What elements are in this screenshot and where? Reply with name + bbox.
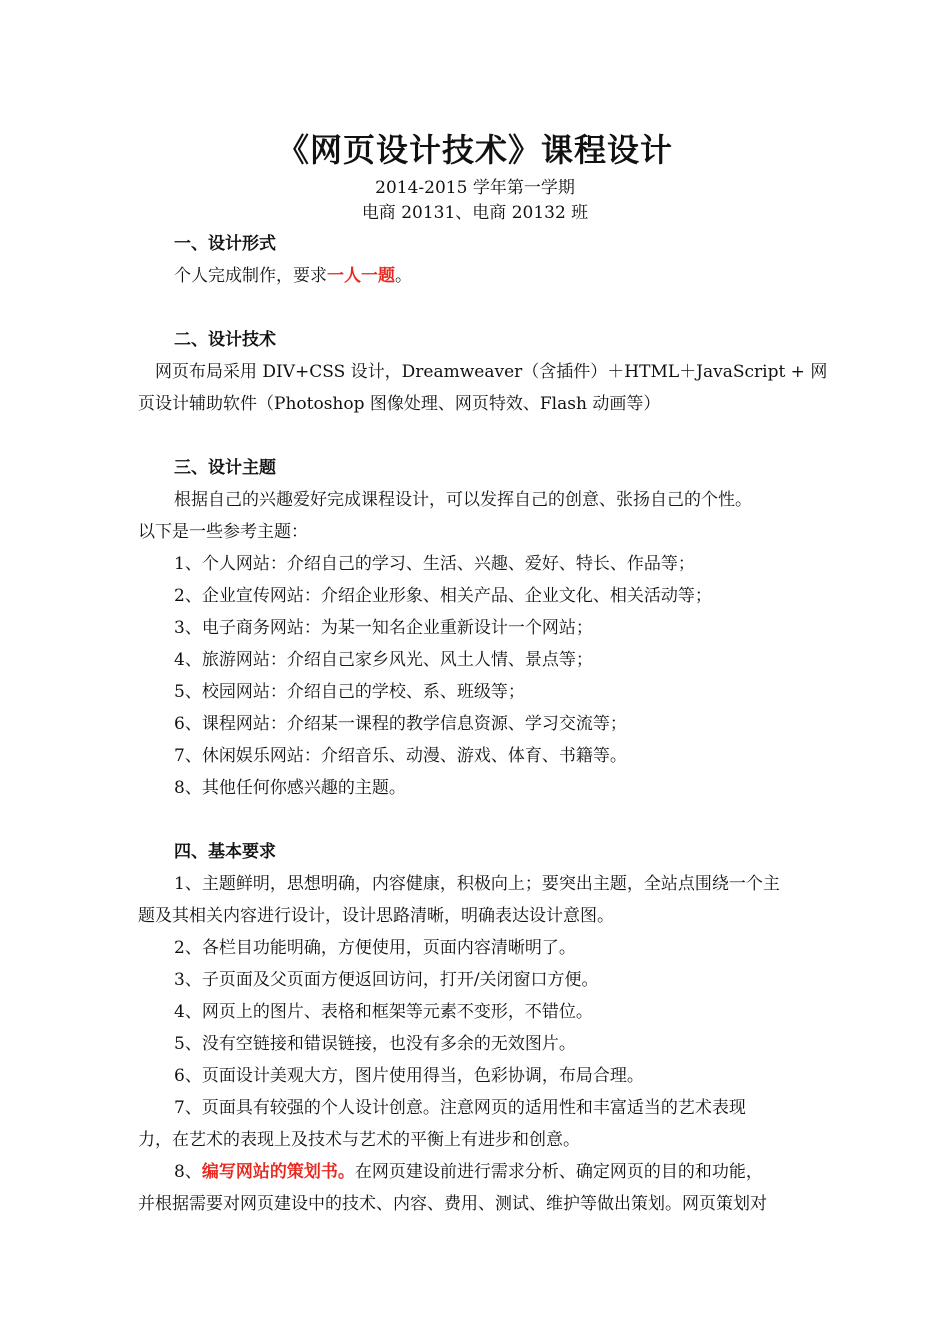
section1-text — [174, 264, 818, 288]
requirement-7-line2: 力，在艺术的表现上及技术与艺术的平衡上有进步和创意。 — [138, 1130, 580, 1150]
theme-item: 5、校园网站：介绍自己的学校、系、班级等； — [174, 682, 525, 702]
theme-item: 2、企业宣传网站：介绍企业形象、相关产品、企业文化、相关活动等； — [174, 586, 712, 606]
theme-item: 8、其他任何你感兴趣的主题。 — [174, 778, 406, 798]
theme-item: 7、休闲娱乐网站：介绍音乐、动漫、游戏、体育、书籍等。 — [174, 746, 627, 766]
section4-heading: 四、基本要求 — [174, 842, 276, 862]
theme-item: 4、旅游网站：介绍自己家乡风光、风土人情、景点等； — [174, 650, 593, 670]
section3-intro-line2: 以下是一些参考主题： — [138, 522, 308, 542]
term-line: 2014-2015 学年第一学期 — [375, 178, 575, 198]
requirement-1-line1: 1、主题鲜明，思想明确，内容健康，积极向上；要突出主题，全站点围绕一个主 — [174, 874, 780, 894]
requirement-6: 6、页面设计美观大方，图片使用得当，色彩协调，布局合理。 — [174, 1066, 644, 1086]
requirement-5: 5、没有空链接和错误链接，也没有多余的无效图片。 — [174, 1034, 576, 1054]
document-title: 《网页设计技术》课程设计 — [276, 131, 673, 169]
theme-item: 6、课程网站：介绍某一课程的教学信息资源、学习交流等； — [174, 714, 627, 734]
theme-item: 1、个人网站：介绍自己的学习、生活、兴趣、爱好、特长、作品等； — [174, 554, 695, 574]
requirement-7-line1: 7、页面具有较强的个人设计创意。注意网页的适用性和丰富适当的艺术表现 — [174, 1098, 746, 1118]
requirement-8-line2: 并根据需要对网页建设中的技术、内容、费用、测试、维护等做出策划。网页策划对 — [138, 1194, 767, 1214]
section2-line1: 网页布局采用 DIV+CSS 设计，Dreamweaver（含插件）＋HTML＋JavaScript + 网 — [155, 362, 828, 382]
section1-highlight: 一人一题 — [327, 266, 395, 286]
section3-intro-line1: 根据自己的兴趣爱好完成课程设计，可以发挥自己的创意、张扬自己的个性。 — [174, 490, 752, 510]
requirement-8-prefix: 8、 — [174, 1162, 202, 1182]
section1-text-after: 。 — [395, 266, 412, 286]
section2-heading: 二、设计技术 — [174, 330, 276, 350]
section2-line2: 页设计辅助软件（Photoshop 图像处理、网页特效、Flash 动画等） — [138, 394, 661, 414]
requirement-8-rest: 在网页建设前进行需求分析、确定网页的目的和功能， — [354, 1162, 763, 1182]
requirement-1-line2: 题及其相关内容进行设计，设计思路清晰，明确表达设计意图。 — [138, 906, 614, 926]
requirement-2: 2、各栏目功能明确，方便使用，页面内容清晰明了。 — [174, 938, 576, 958]
requirement-3: 3、子页面及父页面方便返回访问，打开/关闭窗口方便。 — [174, 970, 599, 990]
requirement-8-line1 — [174, 1160, 818, 1184]
requirement-8-highlight: 编写网站的策划书。 — [201, 1162, 355, 1182]
classes-line: 电商 20131、电商 20132 班 — [361, 203, 589, 223]
section3-heading: 三、设计主题 — [174, 458, 276, 478]
section1-text-before: 个人完成制作，要求 — [174, 266, 327, 286]
section1-heading: 一、设计形式 — [174, 234, 276, 254]
theme-item: 3、电子商务网站：为某一知名企业重新设计一个网站； — [174, 618, 593, 638]
requirement-4: 4、网页上的图片、表格和框架等元素不变形，不错位。 — [174, 1002, 593, 1022]
